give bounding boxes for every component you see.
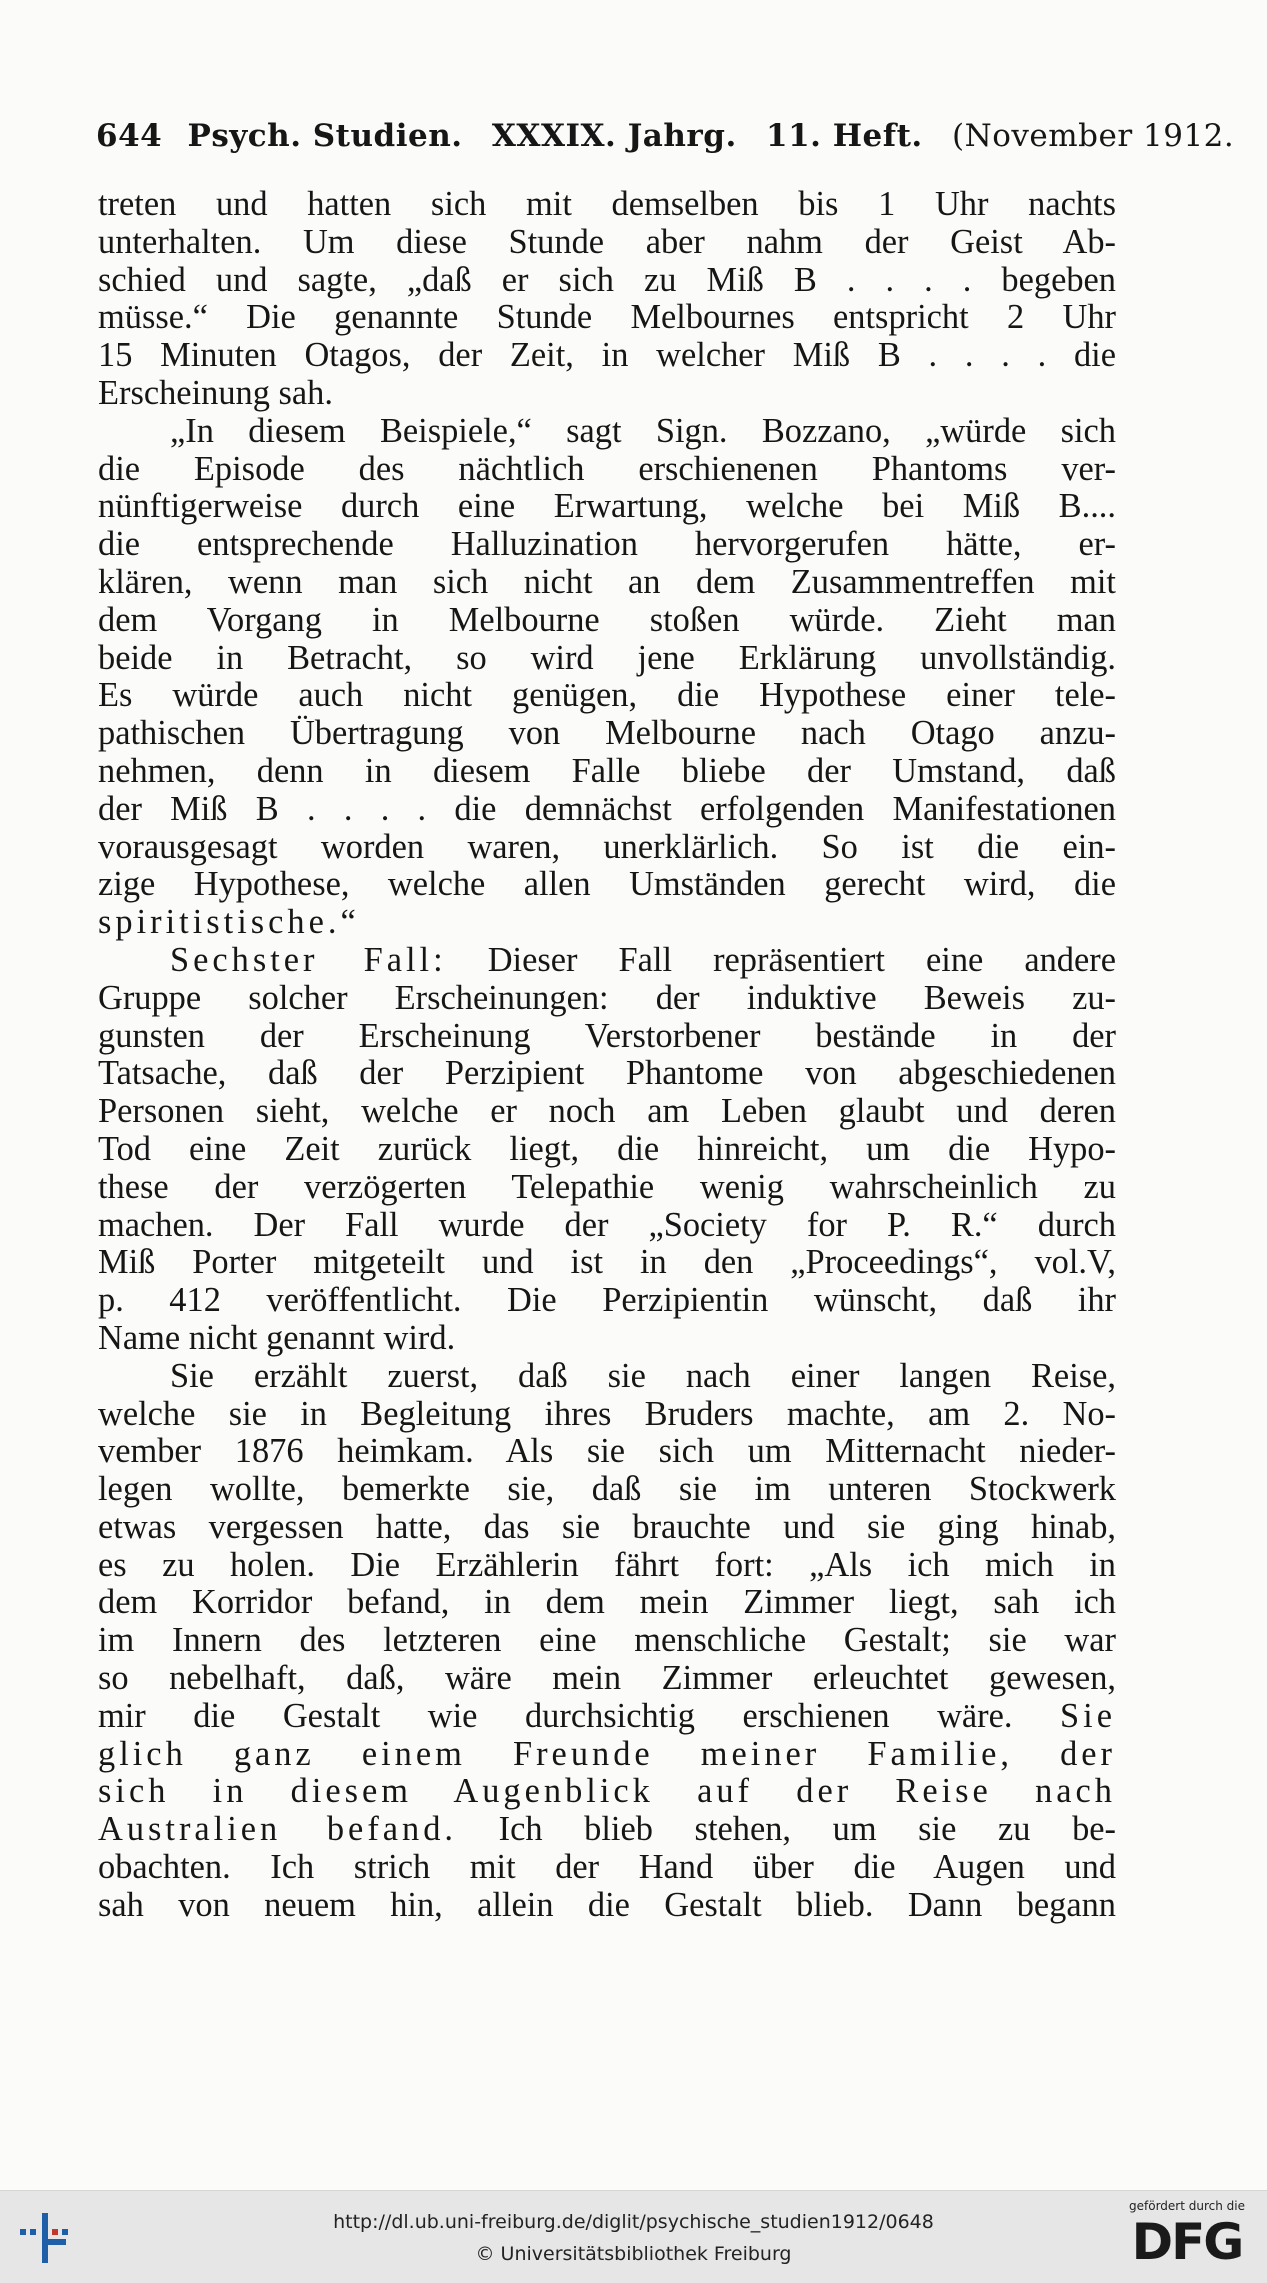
text-line: Personen sieht, welche er noch am Leben glaubt und deren xyxy=(98,1092,1116,1131)
text-line: die entsprechende Halluzination hervorgerufen hätte, er- xyxy=(98,525,1116,564)
text-line: Name nicht genannt wird. xyxy=(98,1318,456,1357)
text-line: so nebelhaft, daß, wäre mein Zimmer erleuchtet gewesen, xyxy=(98,1659,1116,1698)
text-line: glich ganz einem Freunde meiner Familie, der xyxy=(98,1734,1116,1773)
text-line xyxy=(98,942,1116,980)
spaced-emphasis: Sie xyxy=(1060,1696,1116,1735)
text-line: vorausgesagt worden waren, unerklärlich. So ist die ein- xyxy=(98,827,1116,866)
text-line: legen wollte, bemerkte sie, daß sie im unteren Stockwerk xyxy=(98,1470,1116,1509)
text-line: sich in diesem Augenblick auf der Reise nach xyxy=(98,1772,1116,1811)
journal-title: Psych. Studien. xyxy=(187,118,463,154)
text-line: „In diesem Beispiele,“ sagt Sign. Bozzano, „würde sich xyxy=(170,411,1116,450)
text-line: machen. Der Fall wurde der „Society for P. R.“ durch xyxy=(98,1205,1116,1244)
paragraph-3 xyxy=(98,942,1116,1358)
paragraph-2 xyxy=(98,413,1116,942)
text-line: es zu holen. Die Erzählerin fährt fort: „Als ich mich in xyxy=(98,1545,1116,1584)
text-line: beide in Betracht, so wird jene Erklärung unvollständig. xyxy=(98,638,1116,677)
viewer-footer xyxy=(0,2190,1267,2283)
text-line: spiritistische.“ xyxy=(98,903,360,942)
copyright-notice: © Universitätsbibliothek Freiburg xyxy=(475,2243,792,2265)
text-line: vember 1876 heimkam. Als sie sich um Mitternacht nieder- xyxy=(98,1432,1116,1471)
text-line: 15 Minuten Otagos, der Zeit, in welcher Miß B . . . . die xyxy=(98,336,1116,375)
text-line: Sie erzählt zuerst, daß sie nach einer langen Reise, xyxy=(170,1356,1116,1395)
text-line: gunsten der Erscheinung Verstorbener bestände in der xyxy=(98,1016,1116,1055)
dfg-logo xyxy=(1121,2199,1253,2277)
text-line: nünftigerweise durch eine Erwartung, welche bei Miß B.... xyxy=(98,487,1116,526)
text-line: nehmen, denn in diesem Falle bliebe der Umstand, daß xyxy=(98,751,1116,790)
text-fragment: Ich blieb stehen, um sie zu be- xyxy=(498,1810,1116,1849)
body-text xyxy=(98,186,1116,1925)
dfg-wordmark: DFG xyxy=(1131,2213,1243,2271)
text-line: die Episode des nächtlich erschienenen Phantoms ver- xyxy=(98,449,1116,488)
case-heading: Sechster Fall: xyxy=(170,940,447,979)
text-fragment: Dieser Fall repräsentiert eine andere xyxy=(487,940,1116,979)
text-line: der Miß B . . . . die demnächst erfolgenden Manifestationen xyxy=(98,789,1116,828)
text-line: pathischen Übertragung von Melbourne nach Otago anzu- xyxy=(98,714,1116,753)
text-line: these der verzögerten Telepathie wenig wahrscheinlich zu xyxy=(98,1167,1116,1206)
spaced-emphasis: Australien befand. xyxy=(98,1810,458,1849)
running-header xyxy=(96,116,1235,156)
text-line: müsse.“ Die genannte Stunde Melbournes entspricht 2 Uhr xyxy=(98,298,1116,337)
text-line: unterhalten. Um diese Stunde aber nahm der Geist Ab- xyxy=(98,222,1116,261)
text-line: klären, wenn man sich nicht an dem Zusammentreffen mit xyxy=(98,562,1116,601)
text-line: p. 412 veröffentlicht. Die Perzipientin wünscht, daß ihr xyxy=(98,1281,1116,1320)
text-line: Es würde auch nicht genügen, die Hypothese einer tele- xyxy=(98,676,1116,715)
permalink-url[interactable]: http://dl.ub.uni-freiburg.de/diglit/psychische_studien1912/0648 xyxy=(333,2211,934,2233)
text-line: Gruppe solcher Erscheinungen: der induktive Beweis zu- xyxy=(98,978,1116,1017)
text-line: schied und sagte, „daß er sich zu Miß B . . . . begeben xyxy=(98,260,1116,299)
text-line: obachten. Ich strich mit der Hand über die Augen und xyxy=(98,1848,1116,1887)
paragraph-4 xyxy=(98,1358,1116,1925)
text-line: sah von neuem hin, allein die Gestalt blieb. Dann begann xyxy=(98,1885,1116,1924)
text-line: Erscheinung sah. xyxy=(98,373,333,412)
text-line: dem Vorgang in Melbourne stoßen würde. Zieht man xyxy=(98,600,1116,639)
text-line: Miß Porter mitgeteilt und ist in den „Proceedings“, vol.V, xyxy=(98,1243,1116,1282)
text-fragment: mir die Gestalt wie durchsichtig erschienen wäre. xyxy=(98,1696,1013,1735)
text-line: Tatsache, daß der Perzipient Phantome von abgeschiedenen xyxy=(98,1054,1116,1093)
page-number: 644 xyxy=(96,118,163,154)
text-line: dem Korridor befand, in dem mein Zimmer liegt, sah ich xyxy=(98,1583,1116,1622)
text-line: welche sie in Begleitung ihres Bruders machte, am 2. No- xyxy=(98,1394,1116,1433)
funding-note: gefördert durch die xyxy=(1129,2199,1245,2213)
volume-label: XXXIX. Jahrg. xyxy=(491,118,737,154)
text-line: im Innern des letzteren eine menschliche Gestalt; sie war xyxy=(98,1621,1116,1660)
text-line: zige Hypothese, welche allen Umständen gerecht wird, die xyxy=(98,865,1116,904)
text-line xyxy=(98,1811,1116,1849)
text-line: etwas vergessen hatte, das sie brauchte und sie ging hinab, xyxy=(98,1507,1116,1546)
text-line: Tod eine Zeit zurück liegt, die hinreicht, um die Hypo- xyxy=(98,1129,1116,1168)
issue-date: (November 1912. xyxy=(952,118,1235,154)
paragraph-1 xyxy=(98,186,1116,413)
text-line xyxy=(98,1698,1116,1736)
text-line: treten und hatten sich mit demselben bis 1 Uhr nachts xyxy=(98,185,1116,223)
issue-label: 11. Heft. xyxy=(766,118,923,154)
